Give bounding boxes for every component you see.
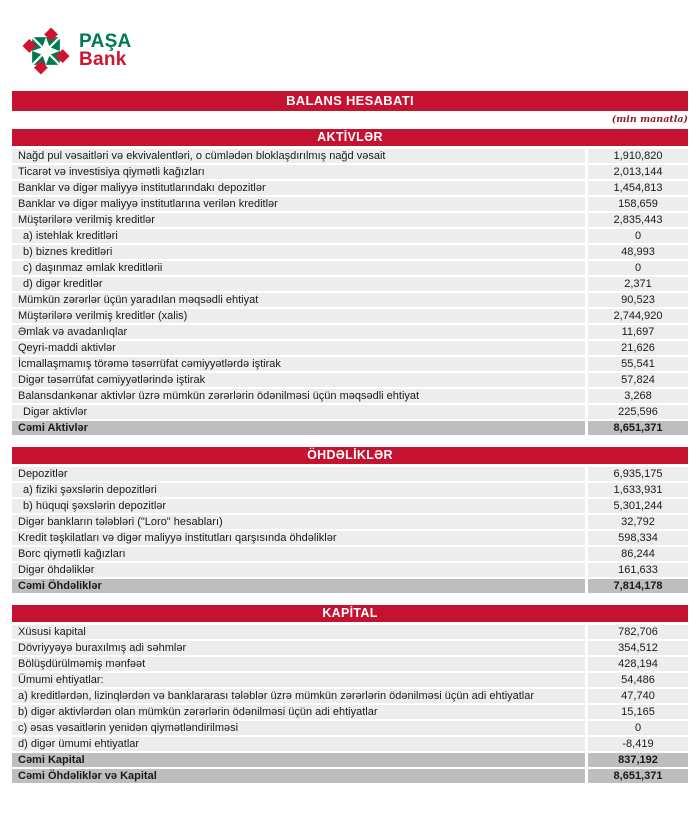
row-label: Mümkün zərərlər üçün yaradılan məqsədli ehtiyat — [12, 293, 585, 307]
table-row — [12, 165, 688, 179]
row-value: 1,454,813 — [588, 181, 688, 195]
row-label: Ticarət və investisiya qiymətli kağızları — [12, 165, 585, 179]
table-row — [12, 483, 688, 497]
row-value: 6,935,175 — [588, 467, 688, 481]
row-label: Cəmi Öhdəliklər və Kapital — [12, 769, 585, 783]
row-label: Depozitlər — [12, 467, 585, 481]
table-row — [12, 515, 688, 529]
table-row — [12, 197, 688, 211]
section-header: AKTİVLƏR — [12, 129, 688, 146]
row-label: Cəmi Aktivlər — [12, 421, 585, 435]
row-label: Nağd pul vəsaitləri və ekvivalentləri, o cümlədən bloklaşdırılmış nağd vəsait — [12, 149, 585, 163]
table-row — [12, 229, 688, 243]
table-row — [12, 213, 688, 227]
row-value: 2,013,144 — [588, 165, 688, 179]
row-label: Banklar və digər maliyyə institutlarına verilən kreditlər — [12, 197, 585, 211]
bank-logo — [22, 24, 688, 78]
row-value: 2,835,443 — [588, 213, 688, 227]
row-value: 57,824 — [588, 373, 688, 387]
section-öhdəli̇klər — [12, 447, 688, 593]
row-value: 0 — [588, 229, 688, 243]
row-value: 7,814,178 — [588, 579, 688, 593]
row-label: İcmallaşmamış törəmə təsərrüfat cəmiyyətlərdə iştirak — [12, 357, 585, 371]
table-row — [12, 389, 688, 403]
total-row — [12, 753, 688, 767]
table-row — [12, 657, 688, 671]
row-value: 8,651,371 — [588, 769, 688, 783]
table-row — [12, 705, 688, 719]
row-label: Digər öhdəliklər — [12, 563, 585, 577]
section-header: ÖHDƏLİKLƏR — [12, 447, 688, 464]
bank-logo-text — [79, 30, 132, 70]
table-row — [12, 499, 688, 513]
row-label: Balansdankənar aktivlər üzrə mümkün zərərlərin ödənilməsi üçün məqsədli ehtiyat — [12, 389, 585, 403]
row-value: 782,706 — [588, 625, 688, 639]
table-row — [12, 531, 688, 545]
table-row — [12, 357, 688, 371]
bank-name-line2: Bank — [79, 49, 127, 70]
row-value: 598,334 — [588, 531, 688, 545]
table-row — [12, 673, 688, 687]
table-row — [12, 245, 688, 259]
row-value: 54,486 — [588, 673, 688, 687]
report-title: BALANS HESABATI — [12, 91, 688, 111]
table-row — [12, 467, 688, 481]
table-row — [12, 563, 688, 577]
row-value: 48,993 — [588, 245, 688, 259]
bank-name-line1: PAŞA — [79, 30, 132, 52]
row-label: b) digər aktivlərdən olan mümkün zərərlərin ödənilməsi üçün adi ehtiyatlar — [12, 705, 585, 719]
row-value: 158,659 — [588, 197, 688, 211]
row-label: Digər təsərrüfat cəmiyyətlərində iştirak — [12, 373, 585, 387]
row-label: c) daşınmaz əmlak kreditlərii — [12, 261, 585, 275]
row-label: Qeyri-maddi aktivlər — [12, 341, 585, 355]
row-label: Bölüşdürülməmiş mənfəət — [12, 657, 585, 671]
balance-sheet-page — [0, 24, 700, 783]
section-akti̇vlər — [12, 129, 688, 435]
row-label: a) kreditlərdən, lizinqlərdən və banklararası tələblər üzrə mümkün zərərlərin ödənilməsi üçün adi ehtiyatlar — [12, 689, 585, 703]
table-row — [12, 641, 688, 655]
table-row — [12, 309, 688, 323]
row-label: Borc qiymətli kağızları — [12, 547, 585, 561]
table-row — [12, 547, 688, 561]
row-value: 11,697 — [588, 325, 688, 339]
row-value: 1,633,931 — [588, 483, 688, 497]
table-row — [12, 689, 688, 703]
row-label: d) digər ümumi ehtiyatlar — [12, 737, 585, 751]
row-value: 225,596 — [588, 405, 688, 419]
row-value: 161,633 — [588, 563, 688, 577]
table-row — [12, 373, 688, 387]
row-value: 0 — [588, 721, 688, 735]
row-label: a) fiziki şəxslərin depozitləri — [12, 483, 585, 497]
table-row — [12, 737, 688, 751]
pasha-bank-pinwheel-logo-icon — [22, 27, 70, 75]
row-value: 15,165 — [588, 705, 688, 719]
table-row — [12, 293, 688, 307]
row-label: Müştərilərə verilmiş kreditlər (xalis) — [12, 309, 585, 323]
row-value: 5,301,244 — [588, 499, 688, 513]
row-value: 55,541 — [588, 357, 688, 371]
total-row — [12, 769, 688, 783]
table-row — [12, 181, 688, 195]
row-value: 2,744,920 — [588, 309, 688, 323]
table-row — [12, 277, 688, 291]
row-label: Banklar və digər maliyyə institutlarındakı depozitlər — [12, 181, 585, 195]
row-value: 86,244 — [588, 547, 688, 561]
total-row — [12, 421, 688, 435]
unit-note: (min manatla) — [611, 114, 688, 125]
section-header: KAPİTAL — [12, 605, 688, 622]
row-label: Kredit təşkilatları və digər maliyyə institutları qarşısında öhdəliklər — [12, 531, 585, 545]
table-row — [12, 405, 688, 419]
row-label: c) əsas vəsaitlərin yenidən qiymətləndirilməsi — [12, 721, 585, 735]
row-value: 8,651,371 — [588, 421, 688, 435]
row-label: b) biznes kreditləri — [12, 245, 585, 259]
row-value: 428,194 — [588, 657, 688, 671]
row-label: Cəmi Kapital — [12, 753, 585, 767]
row-value: 21,626 — [588, 341, 688, 355]
row-label: Əmlak və avadanlıqlar — [12, 325, 585, 339]
table-row — [12, 341, 688, 355]
row-label: d) digər kreditlər — [12, 277, 585, 291]
table-row — [12, 721, 688, 735]
table-row — [12, 261, 688, 275]
row-label: Xüsusi kapital — [12, 625, 585, 639]
row-value: 90,523 — [588, 293, 688, 307]
row-value: 1,910,820 — [588, 149, 688, 163]
row-label: Dövriyyəyə buraxılmış adi səhmlər — [12, 641, 585, 655]
row-value: 3,268 — [588, 389, 688, 403]
row-value: 32,792 — [588, 515, 688, 529]
row-value: 354,512 — [588, 641, 688, 655]
row-value: 47,740 — [588, 689, 688, 703]
row-label: Ümumi ehtiyatlar: — [12, 673, 585, 687]
row-label: Digər bankların tələbləri ("Loro" hesabları) — [12, 515, 585, 529]
table-row — [12, 325, 688, 339]
row-label: Müştərilərə verilmiş kreditlər — [12, 213, 585, 227]
row-value: 837,192 — [588, 753, 688, 767]
table-row — [12, 149, 688, 163]
row-label: a) istehlak kreditləri — [12, 229, 585, 243]
row-label: Cəmi Öhdəliklər — [12, 579, 585, 593]
row-label: b) hüquqi şəxslərin depozitlər — [12, 499, 585, 513]
row-value: 0 — [588, 261, 688, 275]
table-row — [12, 625, 688, 639]
row-value: 2,371 — [588, 277, 688, 291]
total-row — [12, 579, 688, 593]
section-kapi̇tal — [12, 605, 688, 783]
row-label: Digər aktivlər — [12, 405, 585, 419]
row-value: -8,419 — [588, 737, 688, 751]
sections-container — [12, 129, 688, 783]
